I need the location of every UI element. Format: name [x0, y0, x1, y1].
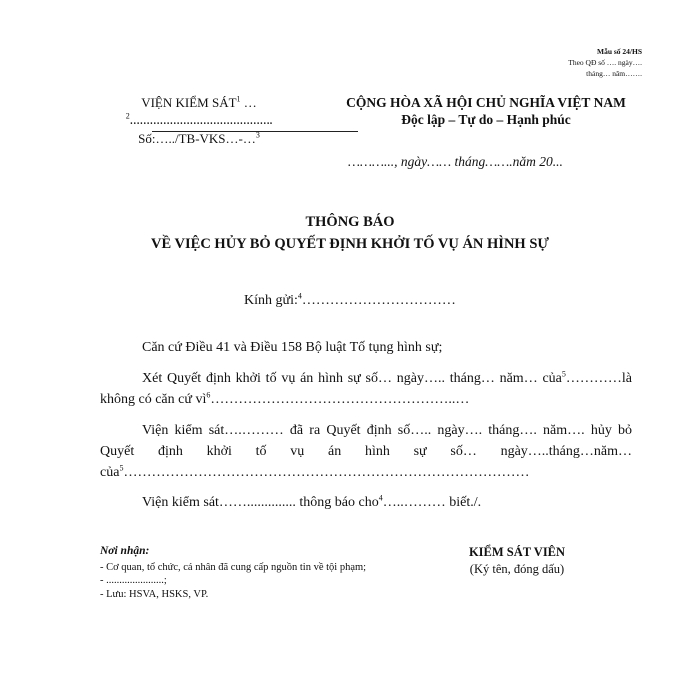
- body-paragraph-notification: [100, 492, 632, 513]
- footnote-marker: 4: [297, 291, 302, 301]
- agency-name-dots: …………………………………….: [129, 116, 273, 127]
- superior-agency: [104, 94, 294, 111]
- date-line: ………..., ngày…… tháng…….năm 20...: [348, 154, 563, 169]
- paragraph-text: …..……… biết./.: [382, 495, 482, 510]
- footnote-marker: 1: [236, 94, 241, 104]
- country-name: CỘNG HÒA XÃ HỘI CHỦ NGHĨA VIỆT NAM: [346, 95, 626, 110]
- recipients-heading: Nơi nhận:: [100, 545, 150, 557]
- paragraph-text: ……………………………………………………………………………: [123, 465, 530, 480]
- footnote-marker: 2: [125, 111, 130, 121]
- paragraph-text: …………là không có căn cứ vì: [100, 371, 632, 407]
- national-motto: Độc lập – Tự do – Hạnh phúc: [401, 112, 571, 127]
- signature-block: [452, 544, 582, 578]
- superior-agency-dots: …: [240, 95, 257, 110]
- signature-note: (Ký tên, đóng dấu): [469, 562, 565, 576]
- footnote-marker: 5: [561, 369, 566, 379]
- recipient-item: - Lưu: HSVA, HSKS, VP.: [100, 588, 209, 600]
- form-code-number: Mẫu số 24/HS: [596, 47, 642, 56]
- title-line-1: THÔNG BÁO: [305, 214, 395, 230]
- form-code-decision-ref: Theo QĐ số …. ngày….: [568, 58, 642, 67]
- addressee-label: Kính gửi:: [244, 293, 298, 308]
- footnote-marker: 4: [378, 493, 383, 503]
- footnote-marker: 5: [119, 463, 124, 473]
- form-code-month-year: tháng… năm…….: [586, 69, 642, 78]
- recipient-item: - Cơ quan, tổ chức, cá nhân đã cung cấp nguồn tin về tội phạm;: [100, 561, 367, 573]
- header-divider: [152, 131, 358, 132]
- recipient-item: - ......................;: [100, 575, 167, 586]
- footnote-marker: 3: [255, 130, 260, 140]
- paragraph-text: ……………………………………………..…: [210, 392, 470, 407]
- footnote-marker: 6: [206, 390, 211, 400]
- document-number: [104, 130, 294, 147]
- paragraph-text: Viện kiểm sát….……… đã ra Quyết định số….. ngày…. tháng…. năm…. hủy bỏ Quyết định khởi tố vụ án hình sự số… ngày…..tháng…năm… của: [100, 423, 632, 480]
- title-line-2: VỀ VIỆC HỦY BỎ QUYẾT ĐỊNH KHỞI TỐ VỤ ÁN HÌNH SỰ: [151, 236, 549, 252]
- issuing-agency-block: [104, 94, 294, 147]
- body-paragraph-decision: [100, 420, 632, 483]
- addressee: [244, 293, 456, 309]
- document-title: [70, 211, 630, 255]
- superior-agency-name: VIỆN KIỂM SÁT: [141, 95, 237, 110]
- paragraph-text: Xét Quyết định khởi tố vụ án hình sự số… ngày….. tháng… năm… của: [142, 371, 562, 386]
- paragraph-text: Viện kiểm sát…….............. thông báo cho: [142, 495, 379, 510]
- signer-role: KIỂM SÁT VIÊN: [468, 545, 566, 559]
- document-number-text: Số:…../TB-VKS…-…: [138, 131, 256, 146]
- body-paragraph-review: [100, 368, 632, 410]
- form-code: [568, 46, 642, 79]
- national-header: [336, 94, 636, 128]
- body-paragraph-legal-basis: Căn cứ Điều 41 và Điều 158 Bộ luật Tố tụng hình sự;: [142, 340, 443, 355]
- recipients-block: [100, 545, 390, 601]
- agency-line: [104, 111, 294, 130]
- addressee-dots: ……………………………: [301, 293, 456, 308]
